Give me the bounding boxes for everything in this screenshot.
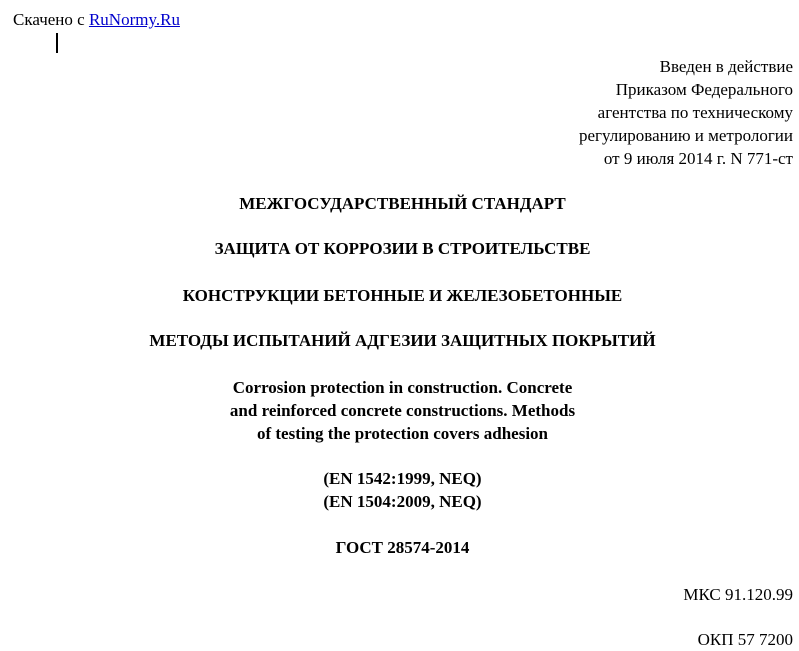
okp-code: ОКП 57 7200 — [697, 630, 793, 649]
english-title-line: of testing the protection covers adhesion — [256, 424, 549, 443]
title-line-2: КОНСТРУКЦИИ БЕТОННЫЕ И ЖЕЛЕЗОБЕТОННЫЕ — [182, 286, 623, 305]
approval-line: агентства по техническому — [597, 103, 793, 122]
reference-line: (EN 1504:2009, NEQ) — [323, 492, 482, 511]
source-line — [13, 9, 180, 31]
source-prefix: Скачено с — [13, 10, 89, 29]
approval-block — [579, 55, 793, 170]
standard-type-heading: МЕЖГОСУДАРСТВЕННЫЙ СТАНДАРТ — [239, 194, 566, 213]
title-line-3: МЕТОДЫ ИСПЫТАНИЙ АДГЕЗИИ ЗАЩИТНЫХ ПОКРЫТИЙ — [149, 331, 656, 350]
english-title — [0, 376, 799, 445]
standard-references — [0, 467, 799, 513]
approval-line: регулированию и метрологии — [578, 126, 793, 145]
reference-line: (EN 1542:1999, NEQ) — [323, 469, 482, 488]
mks-code: МКС 91.120.99 — [683, 585, 793, 604]
approval-line: от 9 июля 2014 г. N 771-ст — [603, 149, 793, 168]
title-line-1: ЗАЩИТА ОТ КОРРОЗИИ В СТРОИТЕЛЬСТВЕ — [214, 239, 591, 258]
runormy-link[interactable]: RuNormy.Ru — [88, 10, 180, 29]
text-cursor — [56, 33, 58, 53]
approval-line: Введен в действие — [659, 57, 793, 76]
approval-line: Приказом Федерального — [615, 80, 793, 99]
gost-designation: ГОСТ 28574-2014 — [335, 538, 470, 557]
english-title-line: Corrosion protection in construction. Concrete — [232, 378, 573, 397]
english-title-line: and reinforced concrete constructions. Methods — [229, 401, 576, 420]
